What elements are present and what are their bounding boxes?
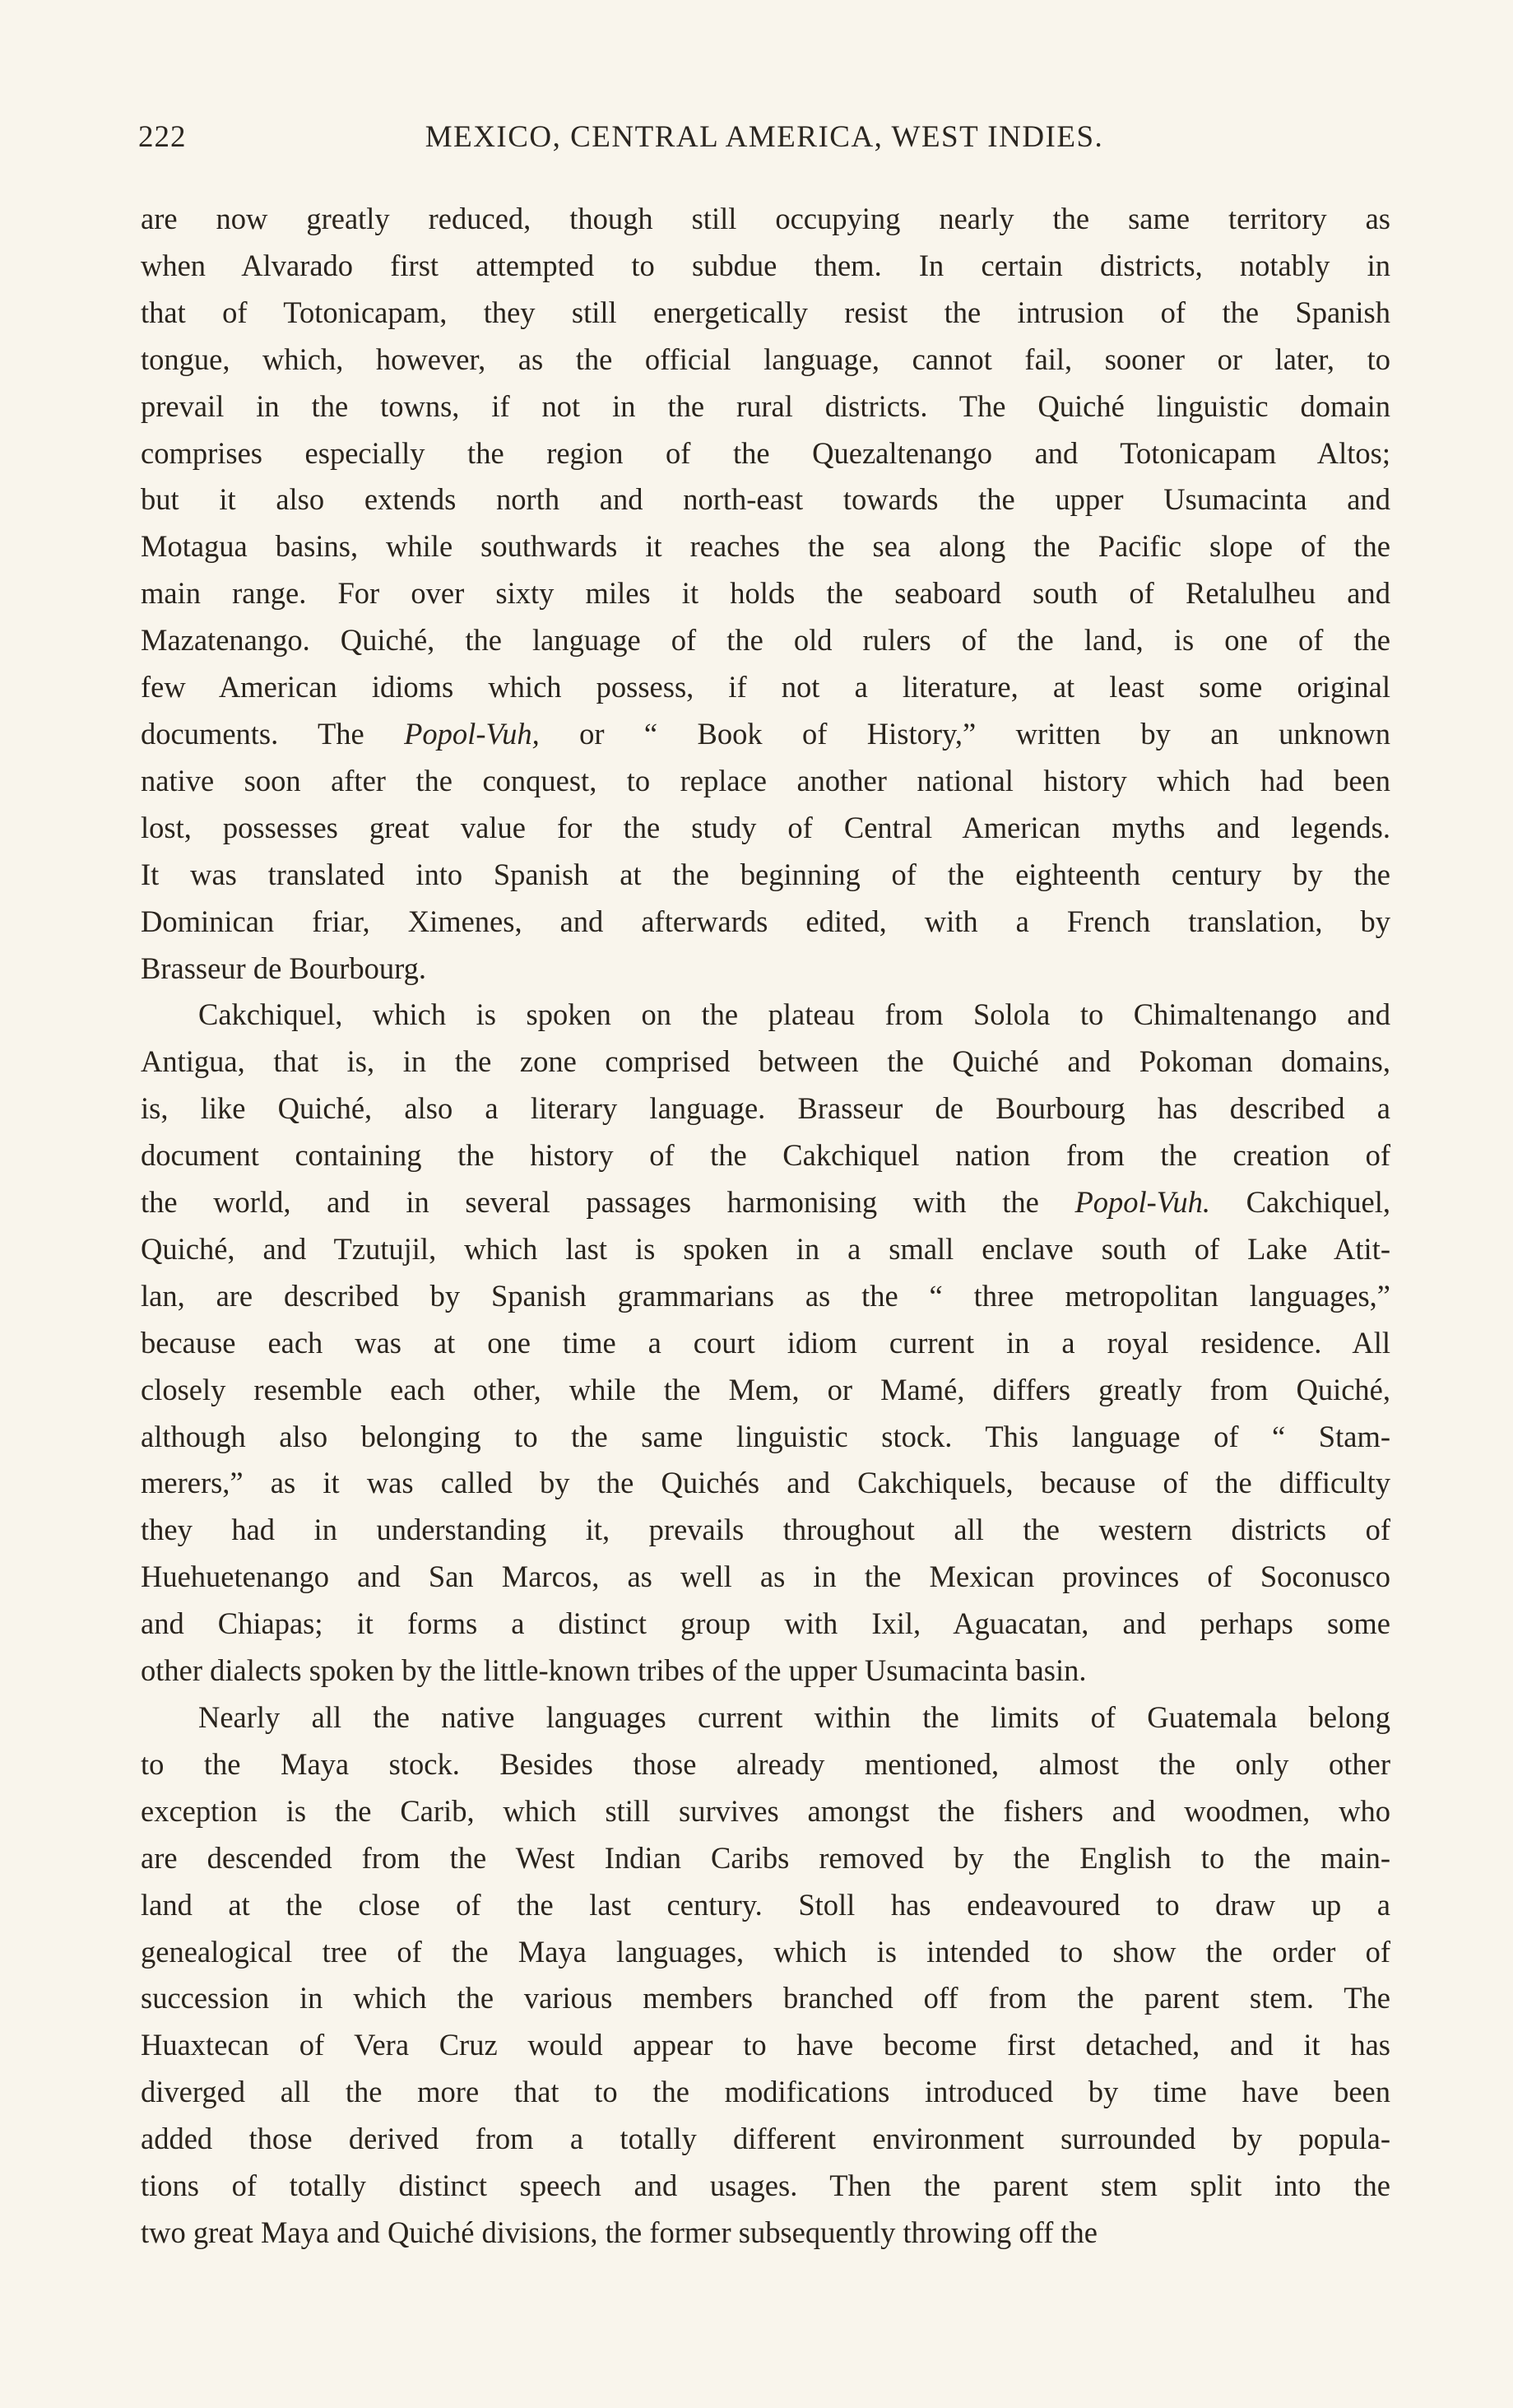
text-line: two great Maya and Quiché divisions, the former subsequently throwing off the bbox=[141, 2215, 1098, 2249]
text-line: genealogical tree of the Maya languages, which is intended to show the order of bbox=[141, 1934, 1390, 1969]
body-text bbox=[141, 196, 1390, 2257]
text-line: added those derived from a totally different environment surrounded by popula- bbox=[141, 2122, 1390, 2156]
text-line: are now greatly reduced, though still occupying nearly the same territory as bbox=[141, 202, 1390, 235]
text-line: diverged all the more that to the modifications introduced by time have been bbox=[141, 2075, 1390, 2109]
text-line: Mazatenango. Quiché, the language of the old rulers of the land, is one of the bbox=[141, 623, 1390, 658]
text-line: documents. The Popol-Vuh, or “ Book of History,” written by an unknown bbox=[141, 716, 1390, 751]
text-line: merers,” as it was called by the Quichés and Cakchiquels, because of the difficulty bbox=[141, 1466, 1390, 1500]
text-line: document containing the history of the Cakchiquel nation from the creation of bbox=[141, 1138, 1390, 1173]
paragraph-2 bbox=[141, 992, 1390, 1694]
text-line: but it also extends north and north-east towards the upper Usumacinta and bbox=[141, 482, 1390, 517]
text-line: Cakchiquel, which is spoken on the plateau from Solola to Chimaltenango and bbox=[198, 997, 1390, 1032]
text-line: native soon after the conquest, to replace another national history which had been bbox=[141, 763, 1390, 797]
text-line: Motagua basins, while southwards it reaches the sea along the Pacific slope of the bbox=[141, 529, 1390, 564]
text-line: other dialects spoken by the little-known tribes of the upper Usumacinta basin. bbox=[141, 1653, 1087, 1688]
text-line: succession in which the various members branched off from the parent stem. The bbox=[141, 1981, 1390, 2015]
text-line: when Alvarado first attempted to subdue them. In certain districts, notably in bbox=[141, 248, 1390, 282]
text-line: tions of totally distinct speech and usages. Then the parent stem split into the bbox=[141, 2169, 1390, 2203]
text-line: few American idioms which possess, if not a literature, at least some original bbox=[141, 670, 1390, 704]
text-line: Nearly all the native languages current within the limits of Guatemala belong bbox=[198, 1700, 1390, 1734]
text-line: the world, and in several passages harmonising with the Popol-Vuh. Cakchiquel, bbox=[141, 1185, 1390, 1220]
text-line: main range. For over sixty miles it holds the seaboard south of Retalulheu and bbox=[141, 576, 1390, 611]
text-line: is, like Quiché, also a literary language. Brasseur de Bourbourg has described a bbox=[141, 1091, 1390, 1126]
text-line: comprises especially the region of the Quezaltenango and Totonicapam Altos; bbox=[141, 435, 1390, 470]
text-line: exception is the Carib, which still survives amongst the fishers and woodmen, who bbox=[141, 1793, 1390, 1828]
running-title: MEXICO, CENTRAL AMERICA, WEST INDIES. bbox=[425, 120, 1104, 154]
text-line: Huehuetenango and San Marcos, as well as in the Mexican provinces of Soconusco bbox=[141, 1560, 1390, 1594]
text-line: are descended from the West Indian Caribs removed by the English to the main- bbox=[141, 1840, 1390, 1875]
text-line: closely resemble each other, while the Mem, or Mamé, differs greatly from Quiché, bbox=[141, 1372, 1390, 1406]
text-line: and Chiapas; it forms a distinct group with Ixil, Aguacatan, and perhaps some bbox=[141, 1606, 1390, 1641]
text-line: lan, are described by Spanish grammarians as the “ three metropolitan languages,” bbox=[141, 1278, 1390, 1313]
text-line: land at the close of the last century. Stoll has endeavoured to draw up a bbox=[141, 1887, 1390, 1922]
page-number: 222 bbox=[138, 120, 187, 154]
text-line: tongue, which, however, as the official language, cannot fail, sooner or later, to bbox=[141, 342, 1390, 376]
text-line: to the Maya stock. Besides those already mentioned, almost the only other bbox=[141, 1746, 1390, 1781]
text-line: because each was at one time a court idiom current in a royal residence. All bbox=[141, 1325, 1390, 1360]
text-line: Antigua, that is, in the zone comprised between the Quiché and Pokoman domains, bbox=[141, 1044, 1390, 1079]
text-line: lost, possesses great value for the study of Central American myths and legends. bbox=[141, 810, 1390, 844]
text-line: Dominican friar, Ximenes, and afterwards edited, with a French translation, by bbox=[141, 904, 1390, 938]
text-line: that of Totonicapam, they still energetically resist the intrusion of the Spanish bbox=[141, 295, 1390, 329]
text-line: Huaxtecan of Vera Cruz would appear to have become first detached, and it has bbox=[141, 2028, 1390, 2062]
paragraph-1 bbox=[141, 196, 1390, 992]
paragraph-3 bbox=[141, 1694, 1390, 2257]
text-line: they had in understanding it, prevails throughout all the western districts of bbox=[141, 1513, 1390, 1547]
text-line: It was translated into Spanish at the beginning of the eighteenth century by the bbox=[141, 857, 1390, 891]
text-line: although also belonging to the same linguistic stock. This language of “ Stam- bbox=[141, 1419, 1390, 1453]
running-header bbox=[138, 119, 1390, 165]
text-line: Brasseur de Bourbourg. bbox=[141, 951, 427, 985]
text-line: Quiché, and Tzutujil, which last is spoken in a small enclave south of Lake Atit- bbox=[141, 1231, 1390, 1266]
text-line: prevail in the towns, if not in the rural districts. The Quiché linguistic domain bbox=[141, 388, 1390, 423]
